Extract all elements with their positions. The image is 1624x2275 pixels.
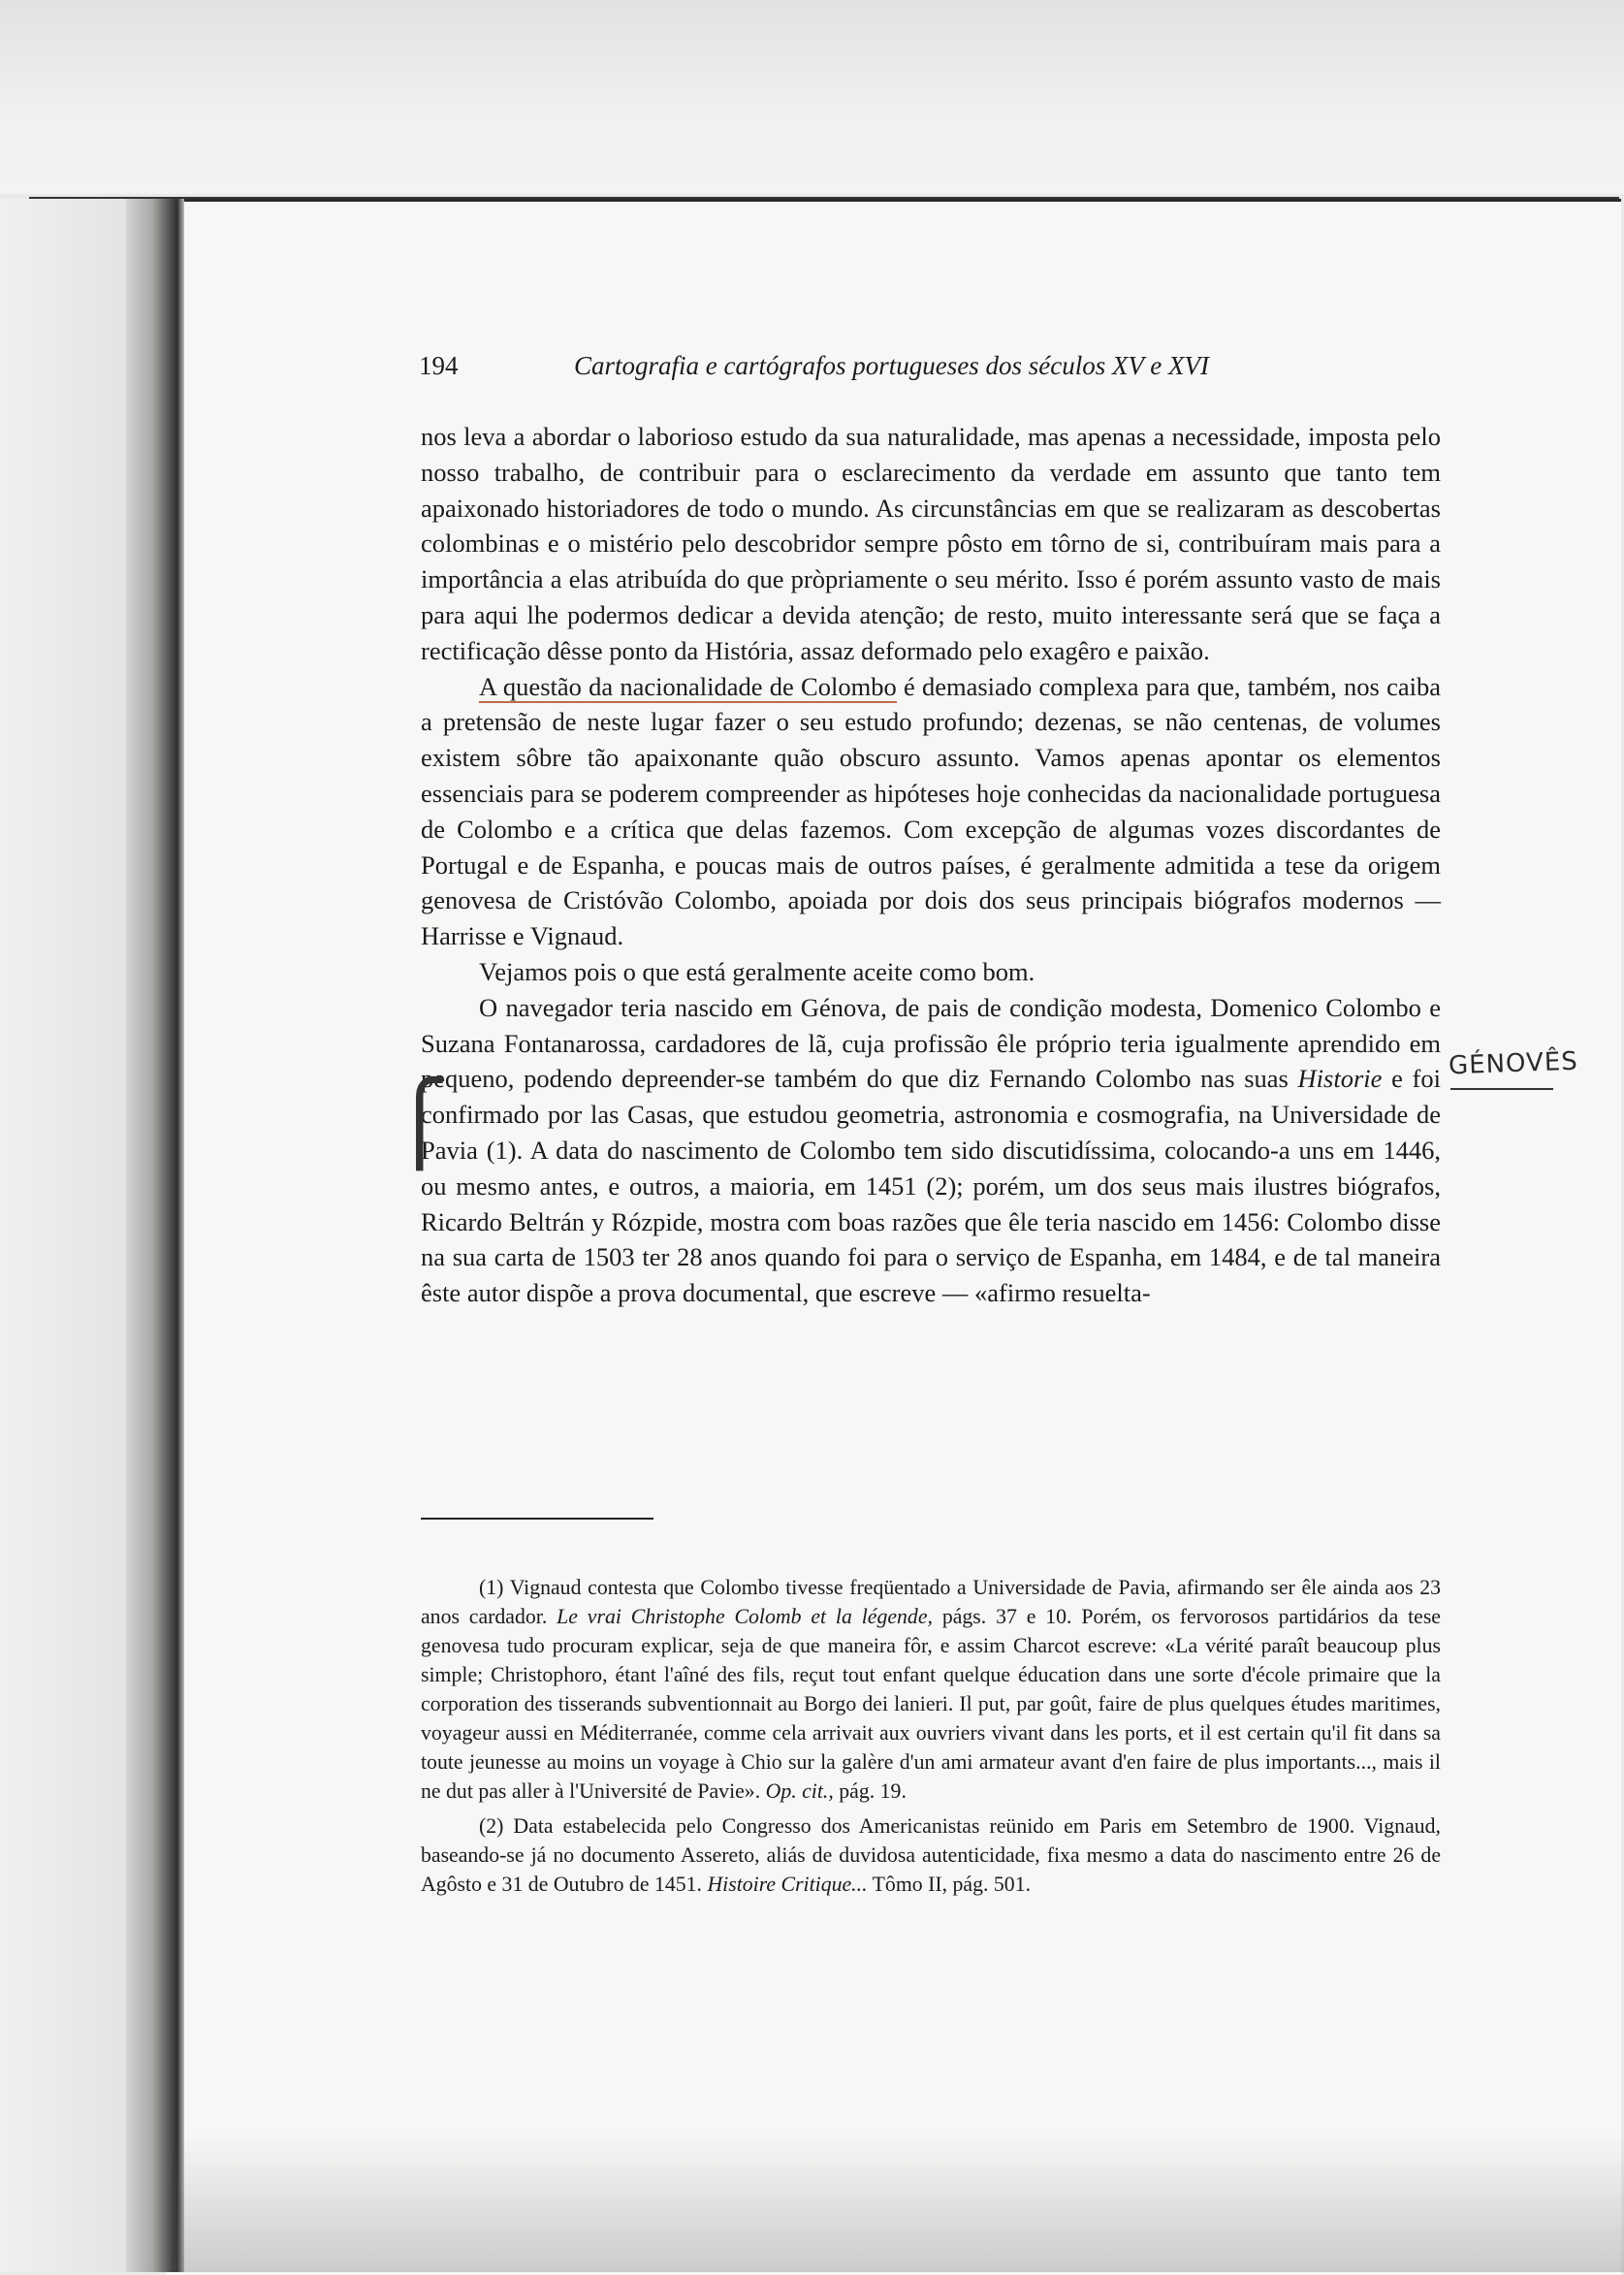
page-header bbox=[419, 351, 1388, 381]
paragraph: Vejamos pois o que está geralmente aceite como bom. bbox=[479, 956, 1035, 986]
paragraph bbox=[421, 669, 1441, 954]
running-title: Cartografia e cartógrafos portugueses dos séculos XV e XVI bbox=[574, 351, 1209, 380]
footnote-citation: Op. cit., bbox=[765, 1779, 834, 1803]
page-number: 194 bbox=[419, 351, 459, 380]
scan-bottom-shadow bbox=[175, 2133, 1624, 2272]
paragraph-text: é demasiado complexa para que, também, nos caiba a pretensão de neste lugar fazer o seu estudo profundo; dezenas, se não centenas, de volumes existem sôbre tão apaixonante quão obscuro assunto. Vamos apenas apontar os elementos essenciais para se poderem compreender as hipóteses hoje conhecidas da nacionalidade portuguesa de Colombo e a crítica que delas fazemos. Com excepção de algumas vozes discordantes de Portugal e de Espanha, e poucas mais de outros países, é geralmente admitida a tese da origem genovesa de Cristóvão Colombo, apoiada por dois dos seus principais biógrafos modernos — Harrisse e Vignaud. bbox=[421, 671, 1441, 951]
scan-left-margin bbox=[0, 199, 126, 2272]
footnote-text: (2) Data estabelecida pelo Congresso dos Americanistas reünido em Paris em Setembro de 1900. Vignaud, baseando-se já no documento Assereto, aliás de duvidosa autenticidade, fixa mesmo a data do nascimento entre 26 de Agôsto e 31 de Outubro de 1451. bbox=[421, 1814, 1441, 1896]
footnote-text: págs. 37 e 10. Porém, os fervorosos partidários da tese genovesa tudo procuram explicar, seja de que maneira fôr, e assim Charcot escreve: «La vérité paraît beaucoup plus simple; Christophoro, étant l'aîné des fils, reçut tout enfant quelque éducation dans une sorte d'école primaire que la corporation des tisserands subventionnait au Borgo dei lanieri. Il put, par goût, faire de plus quelques études maritimes, voyageur aussi en Méditerranée, comme cela arrivait aux ouvriers vivant dans les ports, et il est certain qu'il fit dans sa toute jeunesse au moins un voyage à Chio sur la galère d'un ami armateur avant d'en faire de plus importants..., mais il ne dut pas aller à l'Université de Pavie». bbox=[421, 1605, 1441, 1803]
handwritten-margin-note: GÉNOVÊS bbox=[1448, 1046, 1579, 1081]
body-text bbox=[421, 419, 1441, 1311]
footnote bbox=[421, 1811, 1441, 1899]
handwritten-underline-text: A questão da nacionalidade de Colombo bbox=[479, 671, 897, 701]
footnote-text: pág. 19. bbox=[833, 1779, 907, 1803]
paragraph-text: e foi confirmado por las Casas, que estudou geometria, astronomia e cosmografia, na Universidade de Pavia (1). A data do nascimento de Colombo tem sido discutidíssima, colocando-a uns em 1446, ou mesmo antes, e outros, a maioria, em 1451 (2); porém, um dos seus mais ilustres biógrafos, Ricardo Beltrán y Rózpide, mostra com boas razões que êle teria nascido em 1456: Colombo disse na sua carta de 1503 ter 28 anos quando foi para o serviço de Espanha, em 1484, e de tal maneira êste autor dispõe a prova documental, que escreve — «afirmo resuelta- bbox=[421, 1064, 1441, 1308]
footnotes bbox=[421, 1573, 1441, 1905]
handwritten-bracket-mark: ⎧ bbox=[390, 1077, 450, 1170]
paragraph-text: O navegador teria nascido em Génova, de pais de condição modesta, Domenico Colombo e Suzana Fontanarossa, cardadores de lã, cuja profissão êle próprio teria igualmente aprendido em pequeno, podendo depreender-se também do que diz Fernando Colombo nas suas bbox=[421, 992, 1441, 1094]
binding-shadow bbox=[126, 199, 184, 2272]
page-top-edge bbox=[29, 197, 1619, 199]
footnote bbox=[421, 1573, 1441, 1806]
paragraph: nos leva a abordar o laborioso estudo da sua naturalidade, mas apenas a necessidade, imposta pelo nosso trabalho, de contribuir para o esclarecimento da verdade em assunto que tanto tem apaixonado historiadores de todo o mundo. As circunstâncias em que se realizaram as descobertas colombinas e o mistério pelo descobridor sempre pôsto em tôrno de si, contribuíram mais para a importância a elas atribuída do que pròpriamente o seu mérito. Isso é porém assunto vasto de mais para aqui lhe podermos dedicar a devida atenção; de resto, muito interessante será que se faça a rectificação dêsse ponto da História, assaz deformado pelo exagêro e paixão. bbox=[421, 422, 1441, 665]
margin-note-underline bbox=[1450, 1088, 1553, 1090]
italic-title: Historie bbox=[1297, 1064, 1383, 1094]
scan-top-margin bbox=[0, 0, 1624, 194]
paragraph bbox=[421, 990, 1441, 1311]
footnote-title: Le vrai Christophe Colomb et la légende, bbox=[557, 1605, 933, 1628]
footnote-text: (1) Vignaud contesta que Colombo tivesse freqüentado a Universidade de Pavia, afirmando ser êle ainda aos 23 anos cardador. bbox=[421, 1576, 1441, 1628]
footnote-text: Tômo II, pág. 501. bbox=[867, 1873, 1032, 1896]
footnote-separator bbox=[421, 1518, 653, 1520]
footnote-title: Histoire Critique... bbox=[707, 1873, 868, 1896]
